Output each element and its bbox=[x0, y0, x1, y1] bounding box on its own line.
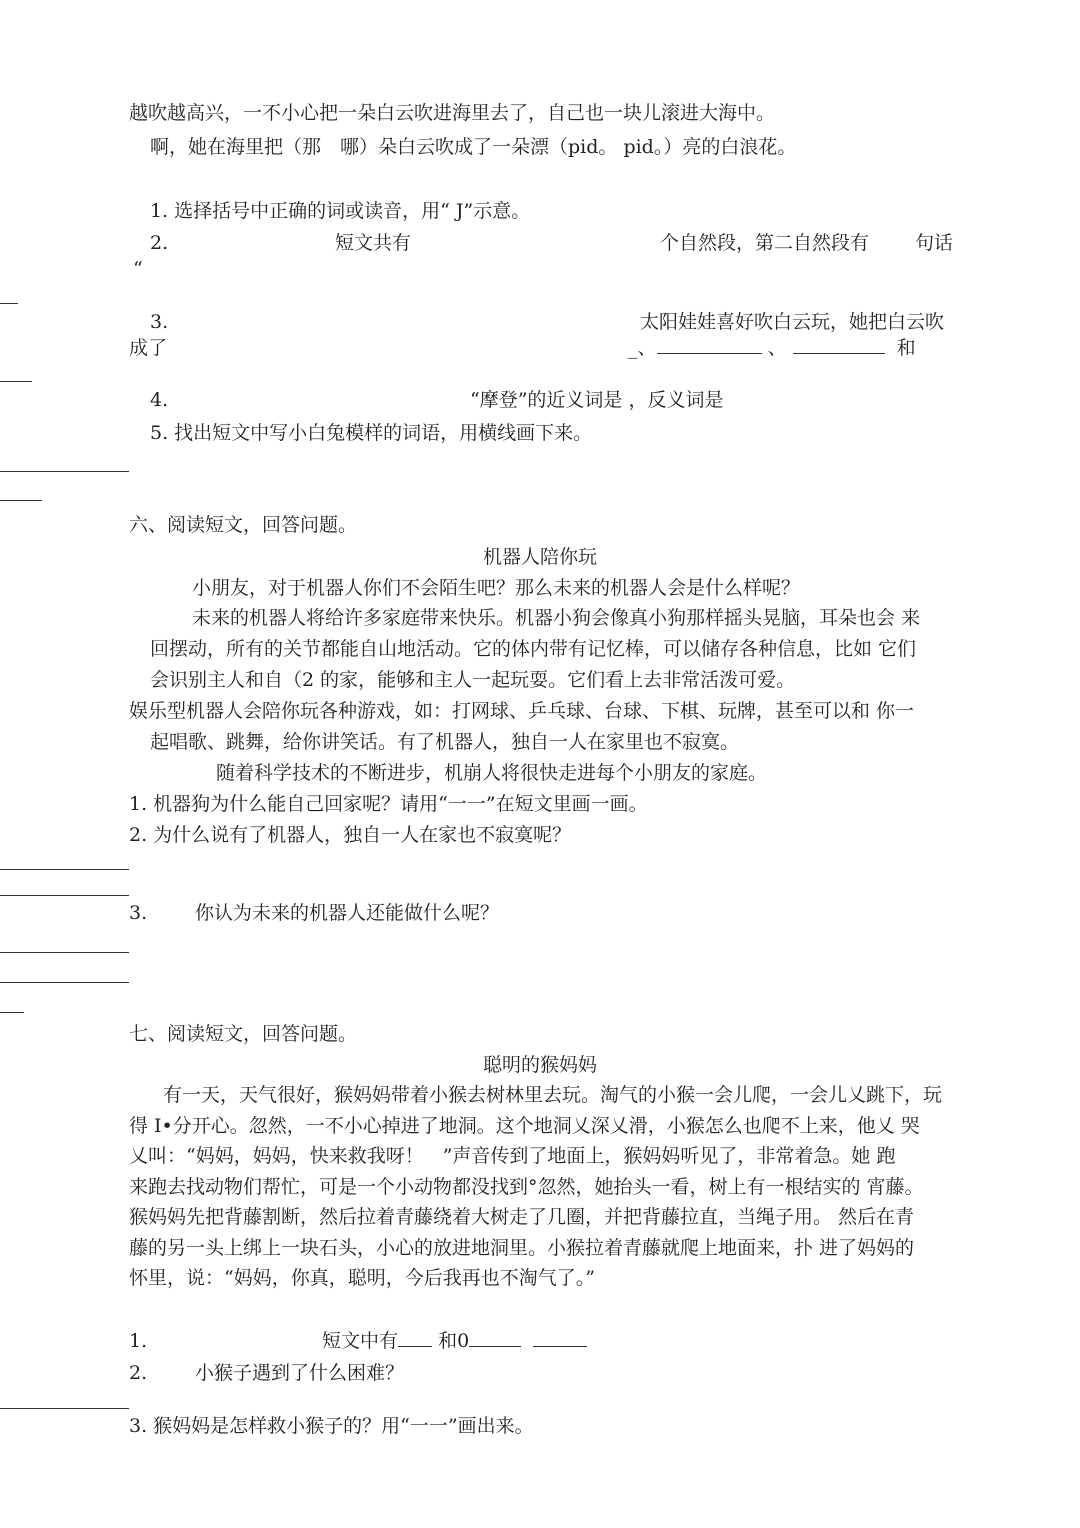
paragraph: 起唱歌、跳舞，给你讲笑话。有了机器人，独自一人在家里也不寂寞。 bbox=[150, 731, 740, 753]
question-1-label: 短文中有 bbox=[322, 1330, 399, 1352]
answer-line bbox=[0, 303, 18, 304]
section-7-title: 聪明的猴妈妈 bbox=[483, 1054, 598, 1076]
question-1-text bbox=[322, 1328, 587, 1354]
answer-line bbox=[0, 952, 129, 953]
question-3-text: 太阳娃娃喜好吹白云玩，她把白云吹 bbox=[640, 311, 945, 333]
question-3-blanks bbox=[628, 335, 916, 361]
answer-blank bbox=[793, 335, 885, 354]
blank-separator: _、 bbox=[628, 337, 657, 359]
section-6-heading: 六、阅读短文，回答问题。 bbox=[129, 514, 358, 536]
question-4-text: “摩登”的近义词是 ，反义词是 bbox=[470, 389, 724, 411]
answer-line bbox=[0, 500, 42, 501]
question-2-number: 2. bbox=[129, 1362, 148, 1384]
question-1-number: 1. bbox=[129, 1330, 148, 1352]
question-3-number: 3. bbox=[150, 311, 169, 333]
question-3-text: 你认为未来的机器人还能做什么呢？ bbox=[195, 902, 500, 924]
answer-line bbox=[0, 1408, 129, 1409]
question-1-label: 和0 bbox=[438, 1330, 470, 1352]
question-2-text: 短文共有 bbox=[335, 232, 412, 254]
question-1: 1. 选择括号中正确的词或读音，用“ J”示意。 bbox=[150, 200, 531, 222]
paragraph: 未来的机器人将给许多家庭带来快乐。机器小狗会像真小狗那样摇头晃脑，耳朵也会 来 bbox=[192, 607, 921, 629]
question-3-text: 成了 bbox=[129, 337, 168, 359]
stray-quote: “ bbox=[133, 258, 143, 280]
blank-connector: 和 bbox=[896, 337, 916, 359]
question-3-number: 3. bbox=[129, 902, 148, 924]
paragraph: 来跑去找动物们帮忙，可是一个小动物都没找到°忽然，她抬头一看，树上有一根结实的 宵藤。 bbox=[129, 1176, 924, 1198]
paragraph: 藤的另一头上绑上一块石头，小心的放进地洞里。小猴拉着青藤就爬上地面来，扑 进了妈妈的 bbox=[129, 1237, 915, 1259]
section-7-heading: 七、阅读短文，回答问题。 bbox=[129, 1023, 358, 1045]
answer-line bbox=[0, 471, 129, 472]
paragraph: 猴妈妈先把背藤割断，然后拉着青藤绕着大树走了几圈，并把背藤拉直，当绳子用。 然后在青 bbox=[129, 1206, 915, 1228]
answer-blank bbox=[398, 1328, 432, 1347]
question-3: 3. 猴妈妈是怎样救小猴子的？用“一一”画出来。 bbox=[129, 1415, 534, 1437]
section-6-title: 机器人陪你玩 bbox=[483, 546, 598, 568]
paragraph: 随着科学技术的不断进步，机崩人将很快走进每个小朋友的家庭。 bbox=[216, 762, 768, 784]
paragraph: 有一天，天气很好，猴妈妈带着小猴去树林里去玩。淘气的小猴一会儿爬，一会儿乂跳下，玩 bbox=[163, 1084, 943, 1106]
paragraph: 得 I•分开心。忽然，一不小心掉进了地洞。这个地洞乂深乂滑，小猴怎么也爬不上来，他乂 哭 bbox=[129, 1115, 920, 1137]
question-2-number: 2. bbox=[150, 232, 169, 254]
paragraph: 娱乐型机器人会陪你玩各种游戏，如：打网球、乒乓球、台球、下棋、玩牌，甚至可以和 你一 bbox=[129, 700, 915, 722]
question-1: 1. 机器狗为什么能自己回家呢？请用“一一”在短文里画一画。 bbox=[129, 793, 648, 815]
answer-line bbox=[0, 381, 32, 382]
answer-line bbox=[0, 895, 129, 896]
answer-blank bbox=[657, 335, 762, 354]
story-line: 越吹越高兴，一不小心把一朵白云吹进海里去了，自己也一块儿滚进大海中。 bbox=[129, 102, 776, 124]
question-2-text: 句话 bbox=[915, 232, 954, 254]
question-4-number: 4. bbox=[150, 389, 169, 411]
paragraph: 回摆动，所有的关节都能自山地活动。它的体内带有记忆棒，可以储存各种信息，比如 它们 bbox=[150, 638, 917, 660]
blank-separator: 、 bbox=[767, 337, 787, 359]
paragraph: 怀里，说：“妈妈，你真，聪明，今后我再也不淘气了。” bbox=[129, 1267, 595, 1289]
paragraph: 会识别主人和自（2 的家，能够和主人一起玩耍。它们看上去非常活泼可爱。 bbox=[150, 669, 796, 691]
question-2-text: 个自然段，第二自然段有 bbox=[660, 232, 870, 254]
question-2: 2. 为什么说有了机器人，独自一人在家也不寂寞呢？ bbox=[129, 824, 572, 846]
answer-blank bbox=[533, 1328, 587, 1347]
answer-line bbox=[0, 1012, 24, 1013]
question-5: 5. 找出短文中写小白兔模样的词语，用横线画下来。 bbox=[150, 422, 593, 444]
answer-line bbox=[0, 982, 129, 983]
paragraph: 小朋友，对于机器人你们不会陌生吧？那么未来的机器人会是什么样呢？ bbox=[192, 577, 801, 599]
paragraph: 乂叫：“妈妈，妈妈，快来救我呀！ ”声音传到了地面上，猴妈妈听见了，非常着急。她 跑 bbox=[129, 1145, 896, 1167]
answer-line bbox=[0, 869, 129, 870]
story-line: 啊，她在海里把（那 哪）朵白云吹成了一朵漂（pid。 pid。）亮的白浪花。 bbox=[150, 136, 797, 158]
answer-blank bbox=[469, 1328, 521, 1347]
question-2-text: 小猴子遇到了什么困难？ bbox=[195, 1362, 405, 1384]
